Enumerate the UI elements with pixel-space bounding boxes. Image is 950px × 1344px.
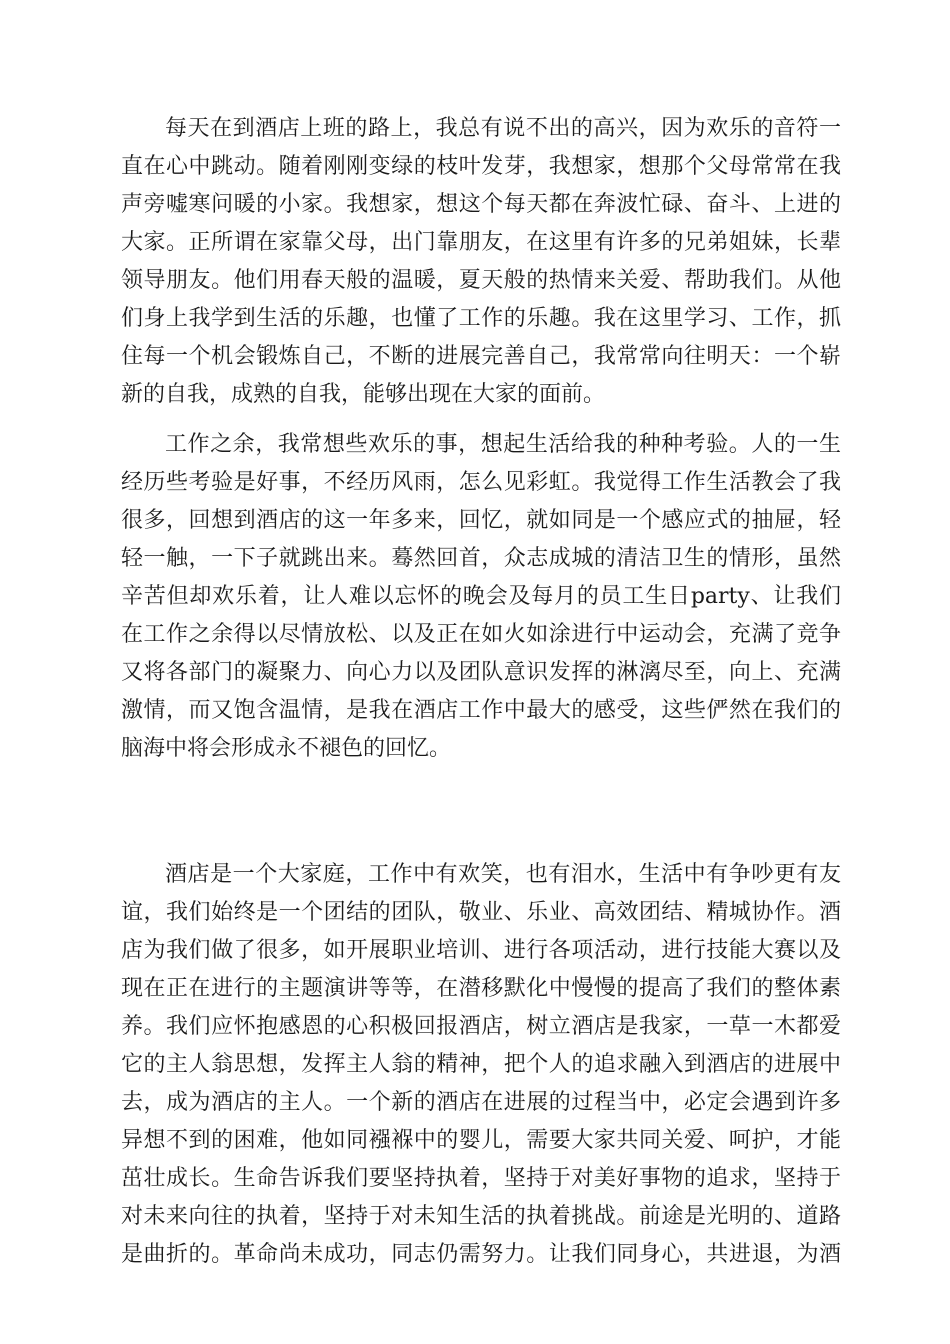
paragraph-line: 住每一个机会锻炼自己，不断的进展完善自己，我常常向往明天：一个崭 bbox=[121, 344, 841, 369]
paragraph-line: 声旁嘘寒问暖的小家。我想家，想这个每天都在奔波忙碌、奋斗、上进的 bbox=[121, 192, 841, 217]
paragraph-line: 新的自我，成熟的自我，能够出现在大家的面前。 bbox=[121, 382, 606, 407]
paragraph-line: 谊，我们始终是一个团结的团队，敬业、乐业、高效团结、精城协作。酒 bbox=[121, 900, 841, 925]
paragraph-line: 辛苦但却欢乐着，让人难以忘怀的晚会及每月的员工生日party、让我们 bbox=[121, 584, 841, 609]
paragraph-line: 去，成为酒店的主人。一个新的酒店在进展的过程当中，必定会遇到许多 bbox=[121, 1090, 841, 1115]
paragraph-line: 大家。正所谓在家靠父母，出门靠朋友，在这里有许多的兄弟姐妹，长辈 bbox=[121, 230, 841, 255]
paragraph-line: 是曲折的。革命尚未成功，同志仍需努力。让我们同身心，共进退，为酒 bbox=[121, 1242, 841, 1267]
paragraph-line: 养。我们应怀抱感恩的心积极回报酒店，树立酒店是我家，一草一木都爱 bbox=[121, 1014, 841, 1039]
paragraph-line: 现在正在进行的主题演讲等等，在潜移默化中慢慢的提高了我们的整体素 bbox=[121, 976, 841, 1001]
paragraph-line: 激情，而又饱含温情，是我在酒店工作中最大的感受，这些俨然在我们的 bbox=[121, 698, 841, 723]
paragraph-line: 对未来向往的执着，坚持于对未知生活的执着挑战。前途是光明的、道路 bbox=[121, 1204, 841, 1229]
paragraph-line: 领导朋友。他们用春天般的温暖，夏天般的热情来关爱、帮助我们。从他 bbox=[121, 268, 841, 293]
paragraph-line: 店为我们做了很多，如开展职业培训、进行各项活动，进行技能大赛以及 bbox=[121, 938, 841, 963]
paragraph-line: 工作之余，我常想些欢乐的事，想起生活给我的种种考验。人的一生 bbox=[165, 432, 841, 457]
paragraph-line: 脑海中将会形成永不褪色的回忆。 bbox=[121, 736, 452, 761]
paragraph-line: 在工作之余得以尽情放松、以及正在如火如涂进行中运动会，充满了竞争 bbox=[121, 622, 841, 647]
paragraph-line: 们身上我学到生活的乐趣，也懂了工作的乐趣。我在这里学习、工作，抓 bbox=[121, 306, 841, 331]
paragraph-3 bbox=[121, 856, 841, 1274]
paragraph-line: 直在心中跳动。随着刚刚变绿的枝叶发芽，我想家，想那个父母常常在我 bbox=[121, 154, 841, 179]
paragraph-2 bbox=[121, 426, 841, 768]
paragraph-line: 它的主人翁思想，发挥主人翁的精神，把个人的追求融入到酒店的进展中 bbox=[121, 1052, 841, 1077]
paragraph-line: 很多，回想到酒店的这一年多来，回忆，就如同是一个感应式的抽屉，轻 bbox=[121, 508, 841, 533]
paragraph-line: 茁壮成长。生命告诉我们要坚持执着，坚持于对美好事物的追求，坚持于 bbox=[121, 1166, 841, 1191]
paragraph-1 bbox=[121, 110, 841, 414]
paragraph-line: 酒店是一个大家庭，工作中有欢笑，也有泪水，生活中有争吵更有友 bbox=[165, 862, 841, 887]
paragraph-line: 异想不到的困难，他如同襁褓中的婴儿，需要大家共同关爱、呵护，才能 bbox=[121, 1128, 841, 1153]
paragraph-line: 轻一触，一下子就跳出来。蓦然回首，众志成城的清洁卫生的情形，虽然 bbox=[121, 546, 841, 571]
paragraph-line: 每天在到酒店上班的路上，我总有说不出的高兴，因为欢乐的音符一 bbox=[165, 116, 841, 141]
paragraph-line: 又将各部门的凝聚力、向心力以及团队意识发挥的淋漓尽至，向上、充满 bbox=[121, 660, 841, 685]
paragraph-line: 经历些考验是好事，不经历风雨，怎么见彩虹。我觉得工作生活教会了我 bbox=[121, 470, 841, 495]
